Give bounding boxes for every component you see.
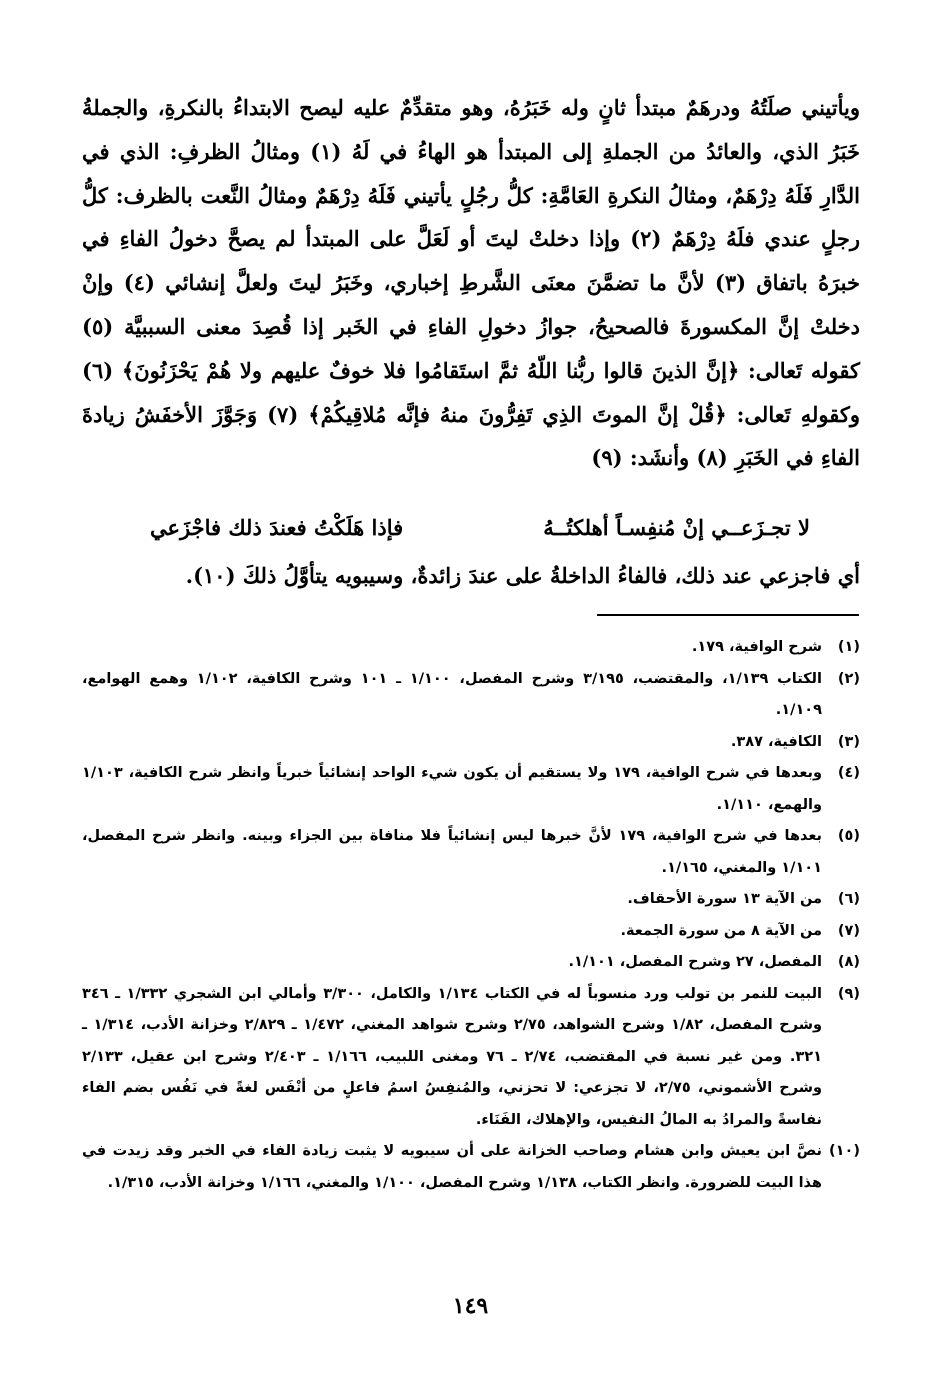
footnote-text: وبعدها في شرح الوافية، ١٧٩ ولا يستقيم أن يكون شيء الواحد إنشائياً خبرياً وانظر شرح الكافية، ١/١٠٣ والهمع، ١/١١٠. [82, 765, 823, 813]
footnote-text: الكتاب ١/١٣٩، والمقتضب، ٣/١٩٥ وشرح المفصل، ١/١٠٠ ـ ١٠١ وشرح الكافية، ١/١٠٢ وهمع الهوامع، ١/١٠٩. [82, 670, 822, 718]
footnote-number: (٥) [837, 828, 860, 844]
footnote [82, 821, 860, 884]
footnote-number: (١) [837, 639, 860, 655]
footnote-text: المفصل، ٢٧ وشرح المفصل، ١/١٠١. [568, 954, 822, 970]
footnotes [82, 632, 860, 1199]
footnote-number: (٧) [837, 922, 860, 939]
footnote [82, 947, 860, 979]
footnote [82, 1136, 860, 1199]
verse-first-hemistich: لا تجـزَعــي إنْ مُنفِسـاً أهلكتُــهُ [543, 515, 810, 540]
footnote-text: نصَّ ابن يعيش وابن هشام وصاحب الخزانة على أن سيبويه لا يثبت زيادة الفاء في الخبر وقد زيدت في هذا البيت للضرورة. وانظر الكتاب، ١/١٣٨ وشرح المفصل، ١/١٠٠ والمغني، ١/١٦٦ وخزانة الأدب، ١/٣١٥. [82, 1143, 822, 1191]
footnote-number: (٨) [837, 954, 860, 970]
footnote-text: البيت للنمر بن تولب ورد منسوباً له في الكتاب ١/١٣٤ والكامل، ٣/٣٠٠ وأمالي ابن الشجري ١/٣٣٢ ـ ٣٤٦ وشرح المفصل، ١/٨٢ وشرح الشواهد، ٢/٧٥ وشرح شواهد المغني، ١/٤٧٢ ـ ٢/٨٢٩ وخزانة الأدب، ١/٣١٤ ـ ٣٢١. ومن غير نسبة في المقتضب، ٢/٧٤ ـ ٧٦ ومغنى اللبيب، ١/١٦٦ ـ ٢/٤٠٣ وشرح ابن عقيل، ٢/١٣٣ وشرح الأشموني، ٢/٧٥، لا تجزعي: لا تحزني، والمُنفِسُ اسمُ فاعلٍ من أنْفَس لغةً في نَفُس بضم الفاء نفاسةً والمرادُ به المالُ النفيس، والإهلاك، الفَنَاء. [82, 985, 822, 1128]
footnote [82, 979, 860, 1137]
footnote [82, 632, 860, 664]
footnote-text: شرح الوافية، ١٧٩. [691, 639, 822, 655]
footnote [82, 727, 860, 759]
footnote-number: (٦) [837, 891, 860, 907]
main-paragraph: ويأتيني صلَتُهُ ودرهَمٌ مبتدأ ثانٍ وله خَبَرُهُ، وهو متقدِّمٌ عليه ليصح الابتداءُ بالنكرةِ، والجملةُ خَبَرُ الذي، والعائدُ من الجملةِ إلى المبتدأ هو الهاءُ في لَهُ (١) ومثالُ الظرفِ: الذي في الدَّارِ فَلَهُ دِرْهَمٌ، ومثالُ النكرةِ العَامَّةِ: كلُّ رجُلٍ يأتيني فَلَهُ دِرْهَمٌ ومثالُ النَّعت بالظرف: كلُّ رجلٍ عندي فلَهُ دِرْهَمٌ (٢) وإذا دخلتْ ليتَ أو لَعَلَّ على المبتدأ لم يصحَّ دخولُ الفاءِ في خبرَهُ باتفاق (٣) لأنَّ ما تضمَّنَ معنَى الشَّرطِ إخباري، وخَبَرُ ليتَ ولعلَّ إنشائي (٤) وإنْ دخلتْ إنَّ المكسورةَ فالصحيحُ، جوازُ دخولِ الفاءِ في الخَبر إذا قُصِدَ معنى السببيَّة (٥) كقوله تَعالى: ﴿إنَّ الذينَ قالوا ربُّنا اللّهُ ثمَّ استَقامُوا فلا خوفٌ عليهم ولا هُمْ يَحْزَنُونَ﴾ (٦) وكقولهِ تَعالى: ﴿قُلْ إنَّ الموتَ الذِي تَفِرُّونَ منهُ فإنَّه مُلاقِيكُمْ﴾ (٧) وَجَوَّزَ الأخفَشُ زيادةَ الفاءِ في الخَبَرِ (٨) وأنشَد: (٩) [82, 95, 861, 471]
poetry-verse [150, 508, 810, 548]
footnote-text: بعدها في شرح الوافية، ١٧٩ لأنَّ خبرها ليس إنشائياً فلا منافاة بين الجزاء وبينه. وانظر شرح المفصل، ١/١٠١ والمغني، ١/١٦٥. [82, 828, 822, 876]
verse-second-hemistich: فإذا هَلَكْتُ فعندَ ذلك فاجْزَعي [150, 515, 404, 540]
footnote-number: (٤) [837, 765, 860, 781]
footnote [82, 916, 860, 948]
footnote-number: (٢) [837, 670, 860, 687]
footnote [82, 664, 860, 727]
footnote [82, 758, 860, 821]
footnote-number: (١٠) [829, 1143, 860, 1159]
verse-explanation: أي فاجزعي عند ذلك، فالفاءُ الداخلةُ على عندَ زائدةٌ، وسيبويه يتأوَّلُ ذلكَ (١٠). [185, 563, 860, 588]
footnote-text: من الآية ١٣ سورة الأحقاف. [627, 891, 822, 907]
main-text [82, 86, 860, 480]
footnote [82, 884, 860, 916]
footnote-number: (٩) [837, 985, 860, 1002]
footnote-text: الكافية، ٣٨٧. [730, 733, 822, 750]
footnote-number: (٣) [837, 733, 860, 750]
footnote-text: من الآية ٨ من سورة الجمعة. [620, 922, 822, 939]
footnote-separator [597, 614, 859, 616]
page-number: ١٤٩ [452, 1293, 489, 1319]
